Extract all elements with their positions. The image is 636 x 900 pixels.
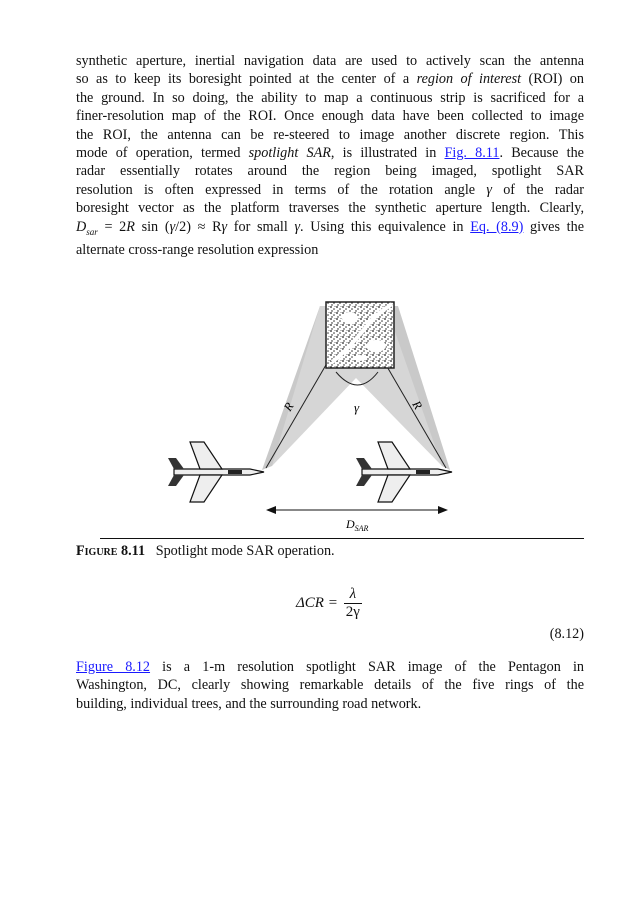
text-span: (ROI) on bbox=[521, 71, 584, 88]
paragraph-body-1 bbox=[76, 52, 584, 259]
gamma-label: γ bbox=[354, 400, 360, 415]
paragraph-body-2 bbox=[76, 658, 584, 713]
dsar-label: $D_{SAR}$ bbox=[346, 517, 369, 533]
text-line bbox=[76, 107, 584, 125]
text-line bbox=[76, 218, 584, 241]
text-span: region of interest bbox=[416, 71, 522, 88]
cross-reference-link[interactable]: Figure 8.12 bbox=[76, 659, 151, 675]
equation-denominator: 2γ bbox=[345, 604, 360, 620]
text-span: /2) ≈ R bbox=[175, 218, 222, 235]
range-label-left: R bbox=[280, 399, 297, 414]
text-line bbox=[76, 676, 584, 694]
text-line bbox=[76, 162, 584, 180]
text-span: γ bbox=[221, 218, 228, 235]
text-span: , is illustrated in bbox=[330, 145, 445, 162]
text-line bbox=[76, 89, 584, 107]
text-span: building, individual trees, and the surrounding road network. bbox=[76, 695, 422, 712]
aircraft-left bbox=[168, 442, 264, 502]
text-span: . Because the bbox=[499, 145, 584, 162]
text-span: γ bbox=[294, 218, 301, 235]
cross-reference-link[interactable]: Fig. 8.11 bbox=[444, 145, 500, 162]
text-span: R bbox=[126, 218, 135, 235]
cross-reference-link[interactable]: Eq. (8.9) bbox=[470, 218, 524, 235]
text-span: sar bbox=[86, 226, 98, 237]
figure-divider bbox=[100, 538, 584, 539]
text-span: of the radar bbox=[491, 181, 584, 198]
text-line bbox=[76, 70, 584, 88]
text-line bbox=[76, 52, 584, 70]
text-span: Washington, DC, clearly showing remarkable details of the five rings of the bbox=[76, 677, 584, 694]
text-span: = 2 bbox=[97, 218, 127, 235]
equation-lhs: ΔCR = bbox=[296, 595, 338, 611]
text-span: radar essentially rotates around the region being imaged, spotlight SAR bbox=[76, 163, 584, 180]
equation-number: (8.12) bbox=[549, 626, 584, 642]
text-line bbox=[76, 181, 584, 199]
text-line bbox=[76, 241, 584, 259]
text-span: synthetic aperture, inertial navigation data are used to actively scan the antenna bbox=[76, 53, 584, 69]
text-line bbox=[76, 126, 584, 144]
caption-text: Spotlight mode SAR operation. bbox=[155, 543, 335, 559]
text-line bbox=[76, 144, 584, 162]
text-span: D bbox=[76, 218, 87, 235]
text-span: so as to keep its boresight pointed at the center of a bbox=[76, 71, 417, 88]
equation-numerator: λ bbox=[344, 586, 363, 604]
text-span: spotlight SAR bbox=[248, 145, 331, 162]
text-line bbox=[76, 695, 584, 713]
range-label-right: R bbox=[409, 398, 426, 412]
text-span: resolution is often expressed in terms of the rotation angle bbox=[76, 181, 487, 198]
text-span: mode of operation, termed bbox=[76, 145, 249, 162]
text-span: sin ( bbox=[134, 218, 170, 235]
text-span: the ROI, the antenna can be re-steered to image another discrete region. This bbox=[76, 126, 584, 143]
equation-8-12 bbox=[296, 586, 362, 621]
text-line bbox=[76, 199, 584, 217]
text-span: alternate cross-range resolution expression bbox=[76, 241, 319, 258]
text-span: finer-resolution map of the ROI. Once enough data have been collected to image bbox=[76, 108, 584, 125]
text-line bbox=[76, 658, 584, 676]
spotlight-sar-figure bbox=[150, 288, 510, 538]
text-span: the ground. In so doing, the ability to map a continuous strip is sacrificed for a bbox=[76, 89, 584, 106]
figure-caption bbox=[76, 542, 335, 560]
text-span: γ bbox=[486, 181, 492, 198]
text-span: is a 1-m resolution spotlight SAR image of the Pentagon in bbox=[150, 659, 584, 675]
text-span: gives the bbox=[523, 218, 585, 235]
caption-label: Figure 8.11 bbox=[76, 543, 146, 559]
text-span: γ bbox=[169, 218, 176, 235]
text-span: for small bbox=[227, 218, 295, 235]
text-span: boresight vector as the platform traverses the synthetic aperture length. Clearly, bbox=[76, 200, 584, 217]
text-span: . Using this equivalence in bbox=[300, 218, 471, 235]
